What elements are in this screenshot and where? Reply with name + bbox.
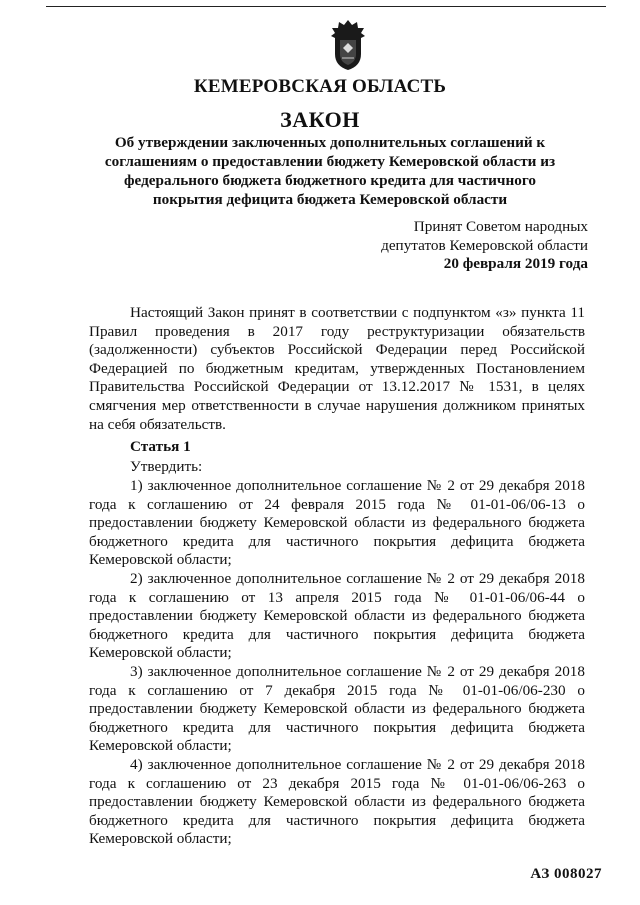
law-subject-title: Об утверждении заключенных дополнительных соглашений к соглашениям о предоставлении бюджету Кемеровской области из федерального бюджета бюджетного кредита для частичного покрытия дефицита бюджета Кемеровской области (104, 134, 556, 208)
document-type-heading: ЗАКОН (280, 107, 360, 132)
article-items (89, 477, 585, 849)
preamble-paragraph: Настоящий Закон принят в соответствии с подпунктом «з» пункта 11 Правил проведения в 2017 году реструктуризации обязательств (задолженности) субъектов Российской Федерации перед Российской Федерацией по бюджетным кредитам, утвержденных Постановлением Правительства Российской Федерации от 13.12.2017 № 1531, в целях смягчения мер ответственности в случае нарушения должником принятых на себя обязательств. (89, 304, 585, 433)
article-item-3: 3) заключенное дополнительное соглашение № 2 от 29 декабря 2018 года к соглашению от 7 декабря 2015 года № 01-01-06/06-230 о предоставлении бюджету Кемеровской области из федерального бюджета бюджетного кредита для частичного покрытия дефицита бюджета Кемеровской области; (89, 662, 585, 755)
form-serial-number: АЗ 008027 (530, 866, 602, 882)
article-title: Статья 1 (130, 438, 191, 455)
article-item-4: 4) заключенное дополнительное соглашение № 2 от 29 декабря 2018 года к соглашению от 23 декабря 2015 года № 01-01-06/06-263 о предоставлении бюджету Кемеровской области из федерального бюджета бюджетного кредита для частичного покрытия дефицита бюджета Кемеровской области; (89, 755, 585, 848)
adoption-block (328, 218, 588, 274)
region-heading: КЕМЕРОВСКАЯ ОБЛАСТЬ (193, 76, 447, 97)
top-rule (46, 6, 606, 7)
adoption-date: 20 февраля 2019 года (443, 255, 588, 272)
adoption-line-2: депутатов Кемеровской области (381, 236, 588, 254)
article-item-2: 2) заключенное дополнительное соглашение № 2 от 29 декабря 2018 года к соглашению от 13 апреля 2015 года № 01-01-06/06-44 о предоставлении бюджету Кемеровской области из федерального бюджета бюджетного кредита для частичного покрытия дефицита бюджета Кемеровской области; (89, 569, 585, 662)
article-intro: Утвердить: (130, 458, 203, 475)
preamble-block (89, 304, 585, 434)
article-item-1: 1) заключенное дополнительное соглашение № 2 от 29 декабря 2018 года к соглашению от 24 февраля 2015 года № 01-01-06/06-13 о предоставлении бюджету Кемеровской области из федерального бюджета бюджетного кредита для частичного покрытия дефицита бюджета Кемеровской области; (89, 477, 585, 569)
coat-of-arms-emblem (327, 18, 369, 72)
adoption-line-1: Принят Советом народных (413, 218, 588, 235)
